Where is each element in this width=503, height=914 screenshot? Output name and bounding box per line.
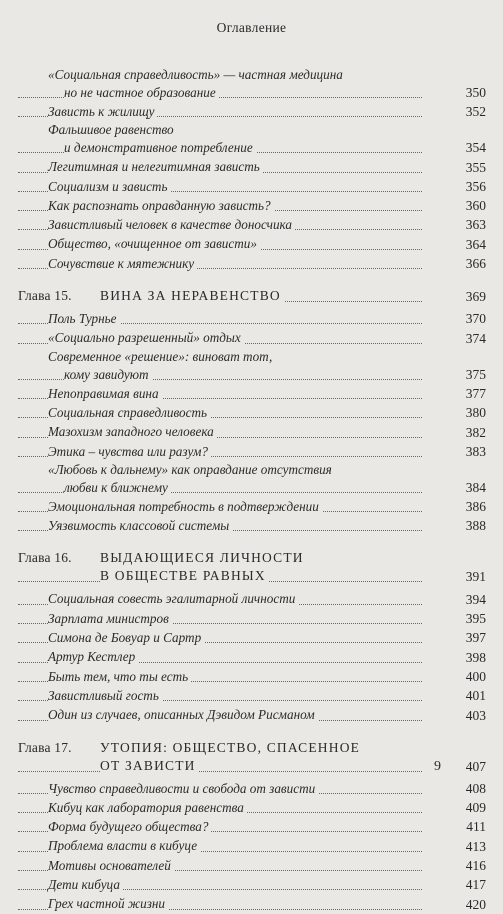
entry-title: Фальшивое равенство (48, 122, 177, 137)
entry-page-number: 384 (465, 479, 486, 495)
entry-title: Уязвимость классовой системы (48, 518, 232, 533)
toc-entry[interactable] (18, 836, 486, 855)
entry-page-number: 366 (465, 256, 486, 272)
toc-entry[interactable] (18, 779, 486, 798)
toc-entry[interactable] (18, 442, 486, 461)
toc-entry[interactable] (18, 234, 486, 253)
entry-title: Быть тем, что ты есть (48, 669, 191, 684)
entry-page-number: 403 (465, 707, 486, 723)
toc-entry[interactable] (18, 667, 486, 686)
entry-title: Непоправимая вина (48, 386, 162, 401)
running-header: Оглавление (216, 20, 287, 35)
entry-title: Современное «решение»: виноват тот, (48, 349, 275, 364)
entry-page-number: 354 (465, 140, 486, 156)
entry-title: Социальная справедливость (48, 405, 210, 420)
chapter-title: УТОПИЯ: ОБЩЕСТВО, СПАСЕННОЕ (100, 739, 361, 755)
chapter-title-continued: ОТ ЗАВИСТИ (100, 758, 199, 773)
toc-entry[interactable] (18, 894, 486, 913)
toc-entry[interactable] (18, 461, 486, 497)
entry-title: Социализм и зависть (48, 179, 170, 194)
toc-entry[interactable] (18, 856, 486, 875)
chapter-page-number: 391 (465, 569, 486, 585)
entry-title: Кибуц как лаборатория равенства (48, 800, 247, 815)
entry-page-number: 397 (465, 630, 486, 646)
entry-title: Зарплата министров (48, 611, 172, 626)
chapter-title-continued: В ОБЩЕСТВЕ РАВНЫХ (100, 568, 269, 583)
toc-entry[interactable] (18, 384, 486, 403)
toc-entry[interactable] (18, 589, 486, 608)
entry-page-number: 352 (465, 104, 486, 120)
toc-entry[interactable] (18, 102, 486, 121)
entry-page-number: 360 (465, 198, 486, 214)
entry-page-number: 377 (465, 385, 486, 401)
entry-page-number: 355 (465, 159, 486, 175)
toc-entry[interactable] (18, 817, 486, 836)
entry-title: и демонстративное потребление (64, 140, 256, 155)
entry-title: Проблема власти в кибуце (48, 838, 200, 853)
section-gap (18, 273, 486, 287)
entry-title: Социальная совесть эгалитарной личности (48, 591, 298, 606)
entry-title: Завистливый человек в качестве доносчика (48, 217, 295, 232)
entry-title: Чувство справедливости и свобода от зависти (48, 781, 318, 796)
entry-page-number: 363 (465, 217, 486, 233)
entry-page-number: 375 (465, 366, 486, 382)
chapter-number: Глава 16. (18, 550, 72, 566)
entry-page-number: 383 (465, 443, 486, 459)
entry-page-number: 350 (465, 85, 486, 100)
entry-title: Сочувствие к мятежнику (48, 256, 197, 271)
entry-title: Один из случаев, описанных Дэвидом Рисманом (48, 707, 318, 722)
entry-title: кому завидуют (64, 367, 152, 382)
toc-entry[interactable] (18, 309, 486, 328)
entry-page-number: 400 (465, 668, 486, 684)
toc-entry[interactable] (18, 157, 486, 176)
entry-page-number: 386 (465, 499, 486, 515)
entry-page-number: 395 (465, 611, 486, 627)
entry-page-number: 408 (465, 780, 486, 796)
entry-title: Дети кибуца (48, 877, 123, 892)
toc-entry[interactable] (18, 254, 486, 273)
chapter-number: Глава 15. (18, 288, 72, 304)
page-number: 9 (434, 759, 441, 774)
entry-title: Мазохизм западного человека (48, 424, 217, 439)
table-of-contents (18, 66, 486, 914)
entry-title: Грех частной жизни (48, 896, 168, 911)
entry-title: Общество, «очищенное от зависти» (48, 236, 260, 251)
chapter-page-number: 407 (465, 758, 486, 774)
entry-page-number: 380 (465, 405, 486, 421)
entry-page-number: 364 (465, 236, 486, 252)
entry-page-number: 382 (465, 424, 486, 440)
entry-page-number: 401 (465, 688, 486, 704)
entry-title: Легитимная и нелегитимная зависть (48, 159, 263, 174)
toc-entry[interactable] (18, 403, 486, 422)
entry-page-number: 374 (465, 330, 486, 346)
entry-page-number: 370 (465, 311, 486, 327)
entry-title: Зависть к жилищу (48, 104, 157, 119)
toc-entry[interactable] (18, 328, 486, 347)
toc-entry[interactable] (18, 422, 486, 441)
toc-entry[interactable] (18, 686, 486, 705)
chapter-title: ВИНА ЗА НЕРАВЕНСТВО (100, 288, 281, 304)
entry-title: но не частное образование (64, 85, 219, 100)
entry-title: Как распознать оправданную зависть? (48, 198, 274, 213)
entry-title: «Социально разрешенный» отдых (48, 330, 244, 345)
toc-entry[interactable] (18, 516, 486, 535)
toc-entry[interactable] (18, 647, 486, 666)
entry-page-number: 409 (465, 800, 486, 816)
entry-title: Симона де Бовуар и Сартр (48, 630, 204, 645)
dot-leader (18, 771, 422, 772)
toc-entry[interactable] (18, 121, 486, 157)
toc-entry[interactable] (18, 628, 486, 647)
entry-title: Артур Кестлер (48, 649, 138, 664)
entry-title: «Социальная справедливость» — частная медицина (48, 67, 346, 82)
chapter-page-number: 369 (465, 289, 486, 305)
chapter-heading[interactable] (18, 287, 486, 309)
entry-page-number: 388 (465, 518, 486, 534)
entry-page-number: 420 (465, 896, 486, 912)
entry-title: «Любовь к дальнему» как оправдание отсутствия (48, 462, 335, 477)
toc-entry[interactable] (18, 348, 486, 384)
section-gap (18, 725, 486, 739)
entry-page-number: 356 (465, 178, 486, 194)
toc-entry[interactable] (18, 705, 486, 724)
chapter-heading[interactable] (18, 739, 486, 779)
chapter-title: ВЫДАЮЩИЕСЯ ЛИЧНОСТИ (100, 550, 304, 566)
entry-title: Завистливый гость (48, 688, 162, 703)
chapter-heading[interactable] (18, 549, 486, 589)
entry-page-number: 394 (465, 591, 486, 607)
entry-title: любви к ближнему (64, 480, 171, 495)
toc-entry[interactable] (18, 177, 486, 196)
toc-entry[interactable] (18, 66, 486, 102)
entry-title: Этика – чувства или разум? (48, 444, 211, 459)
entry-page-number: 416 (465, 858, 486, 874)
section-gap (18, 535, 486, 549)
toc-entry[interactable] (18, 215, 486, 234)
toc-entry[interactable] (18, 609, 486, 628)
entry-page-number: 417 (465, 877, 486, 893)
chapter-number: Глава 17. (18, 739, 72, 755)
entry-page-number: 398 (465, 649, 486, 665)
toc-entry[interactable] (18, 196, 486, 215)
entry-title: Форма будущего общества? (48, 819, 211, 834)
entry-page-number: 413 (465, 838, 486, 854)
toc-entry[interactable] (18, 497, 486, 516)
entry-title: Поль Турнье (48, 311, 120, 326)
entry-title: Эмоциональная потребность в подтверждении (48, 499, 322, 514)
entry-page-number: 411 (466, 819, 486, 835)
toc-entry[interactable] (18, 875, 486, 894)
entry-title: Мотивы основателей (48, 858, 174, 873)
toc-entry[interactable] (18, 798, 486, 817)
